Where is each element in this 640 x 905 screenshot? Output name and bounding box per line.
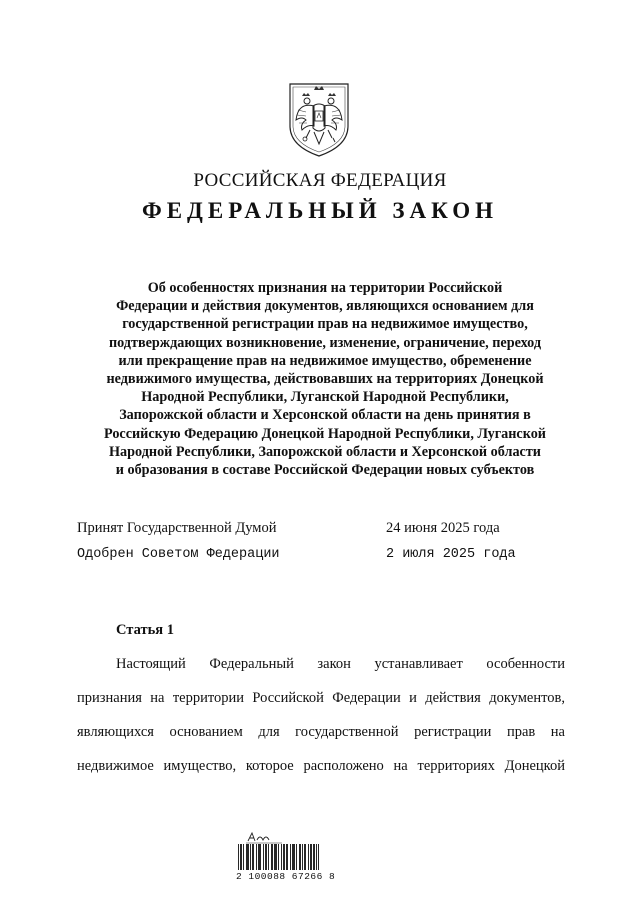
barcode-bar bbox=[308, 844, 309, 870]
handwritten-mark bbox=[244, 830, 284, 844]
barcode bbox=[236, 844, 320, 874]
duma-adoption-date: 24 июня 2025 года bbox=[386, 520, 500, 536]
law-title bbox=[90, 279, 560, 479]
barcode-bar bbox=[293, 844, 294, 870]
article-text-line: признания на территории Российской Федерации и действия документов, bbox=[77, 690, 565, 706]
barcode-bar bbox=[305, 844, 306, 870]
barcode-bar bbox=[290, 844, 291, 870]
barcode-bar bbox=[278, 844, 279, 870]
council-approval-label: Одобрен Советом Федерации bbox=[77, 547, 280, 562]
barcode-bar bbox=[313, 844, 314, 870]
barcode-bar bbox=[283, 844, 284, 870]
barcode-bar bbox=[271, 844, 272, 870]
barcode-bar bbox=[300, 844, 301, 870]
barcode-bar bbox=[299, 844, 300, 870]
barcode-bar bbox=[243, 844, 244, 870]
law-title-line: или прекращение прав на недвижимое имущество, обременение bbox=[118, 352, 532, 369]
barcode-bar bbox=[292, 844, 293, 870]
law-title-line: недвижимого имущества, действовавших на территориях Донецкой bbox=[106, 371, 544, 388]
barcode-bar bbox=[250, 844, 251, 870]
law-title-line: Федерации и действия документов, являющихся основанием для bbox=[116, 298, 534, 315]
barcode-bar bbox=[252, 844, 253, 870]
law-title-line: государственной регистрации прав на недвижимое имущество, bbox=[122, 316, 528, 333]
barcode-bar bbox=[302, 844, 303, 870]
law-title-line: подтверждающих возникновение, изменение, ограничение, переход bbox=[108, 334, 542, 351]
barcode-bar bbox=[311, 844, 312, 870]
barcode-bar bbox=[275, 844, 276, 870]
barcode-bar bbox=[246, 844, 247, 870]
barcode-bar bbox=[287, 844, 288, 870]
barcode-bar bbox=[274, 844, 275, 870]
barcode-bar bbox=[253, 844, 254, 870]
barcode-bar bbox=[240, 844, 241, 870]
barcode-bar bbox=[265, 844, 266, 870]
law-title-line: Об особенностях признания на территории Российской bbox=[147, 280, 503, 296]
barcode-bar bbox=[294, 844, 295, 870]
law-title-line: Народной Республики, Луганской Народной Республики, bbox=[141, 389, 509, 406]
barcode-bar bbox=[296, 844, 297, 870]
barcode-bar bbox=[286, 844, 287, 870]
barcode-bar bbox=[318, 844, 319, 870]
barcode-bar bbox=[248, 844, 249, 870]
barcode-bar bbox=[263, 844, 264, 870]
barcode-bar bbox=[284, 844, 285, 870]
barcode-bar bbox=[316, 844, 317, 870]
barcode-bar bbox=[258, 844, 259, 870]
barcode-bar bbox=[238, 844, 239, 870]
barcode-bar bbox=[247, 844, 248, 870]
barcode-bar bbox=[259, 844, 260, 870]
law-title-line: Российскую Федерацию Донецкой Народной Республики, Луганской bbox=[104, 425, 546, 442]
document-type: ФЕДЕРАЛЬНЫЙ ЗАКОН bbox=[141, 198, 499, 223]
law-title-line: Запорожской области и Херсонской области на день принятия в bbox=[119, 407, 531, 424]
russian-coat-of-arms-icon bbox=[284, 80, 354, 158]
barcode-bar bbox=[276, 844, 277, 870]
barcode-bar bbox=[304, 844, 305, 870]
barcode-bar bbox=[241, 844, 242, 870]
article-text-line: недвижимое имущество, которое расположено на территориях Донецкой bbox=[77, 758, 565, 774]
law-title-line: и образования в составе Российской Федерации новых субъектов bbox=[115, 462, 535, 479]
article-text-line: являющихся основанием для государственной регистрации прав на bbox=[77, 724, 565, 740]
barcode-bar bbox=[266, 844, 267, 870]
barcode-number: 2 100088 67266 8 bbox=[236, 871, 336, 882]
barcode-bar bbox=[256, 844, 257, 870]
barcode-bar bbox=[260, 844, 261, 870]
article-text-line: Настоящий Федеральный закон устанавливает особенности bbox=[116, 656, 565, 672]
article-heading: Статья 1 bbox=[116, 622, 174, 638]
council-approval-date: 2 июля 2025 года bbox=[386, 547, 516, 562]
barcode-bar bbox=[268, 844, 269, 870]
country-name: РОССИЙСКАЯ ФЕДЕРАЦИЯ bbox=[193, 170, 447, 191]
duma-adoption-label: Принят Государственной Думой bbox=[77, 520, 277, 536]
barcode-bar bbox=[310, 844, 311, 870]
barcode-bar bbox=[314, 844, 315, 870]
barcode-bar bbox=[272, 844, 273, 870]
law-title-line: Народной Республики, Запорожской области и Херсонской области bbox=[109, 443, 541, 460]
barcode-bar bbox=[281, 844, 282, 870]
